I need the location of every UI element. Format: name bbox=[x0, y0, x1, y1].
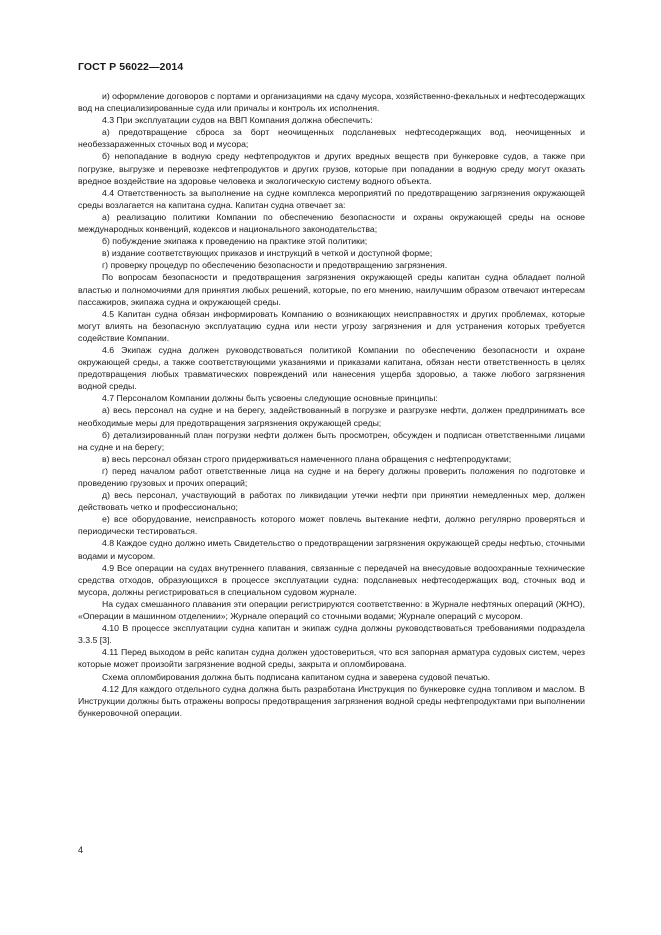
paragraph-4-7-b: б) детализированный план погрузки нефти должен быть просмотрен, обсужден и подписан ответственными лицами на судне и на берегу; bbox=[78, 429, 585, 452]
paragraph-4-11: 4.11 Перед выходом в рейс капитан судна должен удостовериться, что вся запорная арматура судовых систем, через которые может произойти загрязнение водной среды, закрыта и опломбирована. bbox=[78, 647, 585, 670]
paragraph-4-6: 4.6 Экипаж судна должен руководствоваться политикой Компании по обеспечению безопасности и охране окружающей среды, а также соответствующими указаниями и приказами капитана, обязан нести ответственность в целях предотвращения любых травматических повреждений или нанесения ущерба здоровью, а также любого загрязнения водной среды. bbox=[78, 344, 585, 392]
paragraph-4-7-a: а) весь персонал на судне и на берегу, задействованный в погрузке и разгрузке нефти, должен предпринимать все необходимые меры для предотвращения загрязнения окружающей среды; bbox=[78, 405, 585, 428]
paragraph-4-10: 4.10 В процессе эксплуатации судна капитан и экипаж судна должны руководствоваться требованиями подраздела 3.3.5 [3]. bbox=[78, 623, 585, 646]
paragraph-4-5: 4.5 Капитан судна обязан информировать Компанию о возникающих неисправностях и других проблемах, которые могут влиять на безопасную эксплуатацию судна или нести угрозу загрязнения и для устранения которых требуется содействие Компании. bbox=[78, 308, 585, 343]
paragraph-4-8: 4.8 Каждое судно должно иметь Свидетельство о предотвращении загрязнения окружающей среды нефтью, сточными водами и мусором. bbox=[78, 538, 585, 561]
paragraph-4-12: 4.12 Для каждого отдельного судна должна быть разработана Инструкция по бункеровке судна топливом и маслом. В Инструкции должны быть отражены вопросы предотвращения загрязнения водной среды нефтепродуктами при выполнении бункеровочной операции. bbox=[78, 683, 585, 718]
paragraph-4-9: 4.9 Все операции на судах внутреннего плавания, связанные с передачей на внесудовые водоохранные технические средства отходов, образующихся в процессе эксплуатации судна: подсланевых нефтесодержащих вод, сточных вод и мусора, должны регистрироваться в специальном судовом журнале. bbox=[78, 562, 585, 597]
paragraph-4-3-a: а) предотвращение сброса за борт неочищенных подсланевых нефтесодержащих вод, неочищенных и необеззараженных сточных вод и мусора; bbox=[78, 127, 585, 150]
paragraph-4-4-b: б) побуждение экипажа к проведению на практике этой политики; bbox=[102, 236, 368, 247]
paragraph-i: и) оформление договоров с портами и организациями на сдачу мусора, хозяйственно-фекальных и нефтесодержащих вод на специализированные суда или причалы и контроль их исполнения. bbox=[78, 91, 585, 114]
page-number: 4 bbox=[78, 845, 84, 855]
paragraph-4-9-note: На судах смешанного плавания эти операции регистрируются соответственно: в Журнале нефтяных операций (ЖНО), «Операции в машинном отделении»; Журнале операций со сточными водами; Журнале операций с мусором. bbox=[78, 598, 585, 622]
paragraph-4-11-note: Схема опломбирования должна быть подписана капитаном судна и заверена судовой печатью. bbox=[102, 671, 491, 682]
paragraph-4-3: 4.3 При эксплуатации судов на ВВП Компания должна обеспечить: bbox=[102, 115, 373, 126]
paragraph-4-4-v: в) издание соответствующих приказов и инструкций в четкой и доступной форме; bbox=[102, 248, 433, 259]
paragraph-4-4-note: По вопросам безопасности и предотвращения загрязнения окружающей среды капитан судна обладает полной властью и полномочиями для принятия любых решений, которые, по его мнению, наилучшим образом отвечают интересам пассажиров, экипажа судна и окружающей среды. bbox=[78, 272, 585, 307]
paragraph-4-7: 4.7 Персоналом Компании должны быть усвоены следующие основные принципы: bbox=[102, 393, 438, 404]
paragraph-4-4-g: г) проверку процедур по обеспечению безопасности и предотвращению загрязнения. bbox=[102, 260, 448, 271]
paragraph-4-7-e: е) все оборудование, неисправность которого может повлечь вытекание нефти, должно регулярно проверяться и периодически тестироваться. bbox=[78, 514, 585, 537]
document-header: ГОСТ Р 56022—2014 bbox=[78, 61, 184, 73]
paragraph-4-3-b: б) непопадание в водную среду нефтепродуктов и других вредных веществ при бункеровке судов, а также при погрузке, выгрузке и перевозке нефтепродуктов и других грузов, которые при попадании в водную среду могут оказать вредное воздействие на здоровье человека и экологическую систему водного объекта. bbox=[78, 151, 585, 186]
document-body bbox=[78, 90, 585, 719]
paragraph-4-4: 4.4 Ответственность за выполнение на судне комплекса мероприятий по предотвращению загрязнения окружающей среды возлагается на капитана судна. Капитан судна отвечает за: bbox=[78, 187, 585, 210]
paragraph-4-7-v: в) весь персонал обязан строго придерживаться намеченного плана обращения с нефтепродуктами; bbox=[102, 453, 512, 464]
paragraph-4-4-a: а) реализацию политики Компании по обеспечению безопасности и охраны окружающей среды на основе международных конвенций, кодексов и национального законодательства; bbox=[78, 211, 585, 235]
paragraph-4-7-g: г) перед началом работ ответственные лица на судне и на берегу должны проверить положения по подготовке и проведению грузовых и прочих операций; bbox=[78, 465, 585, 488]
paragraph-4-7-d: д) весь персонал, участвующий в работах по ликвидации утечки нефти при принятии немедленных мер, должен действовать четко и профессионально; bbox=[78, 490, 585, 513]
